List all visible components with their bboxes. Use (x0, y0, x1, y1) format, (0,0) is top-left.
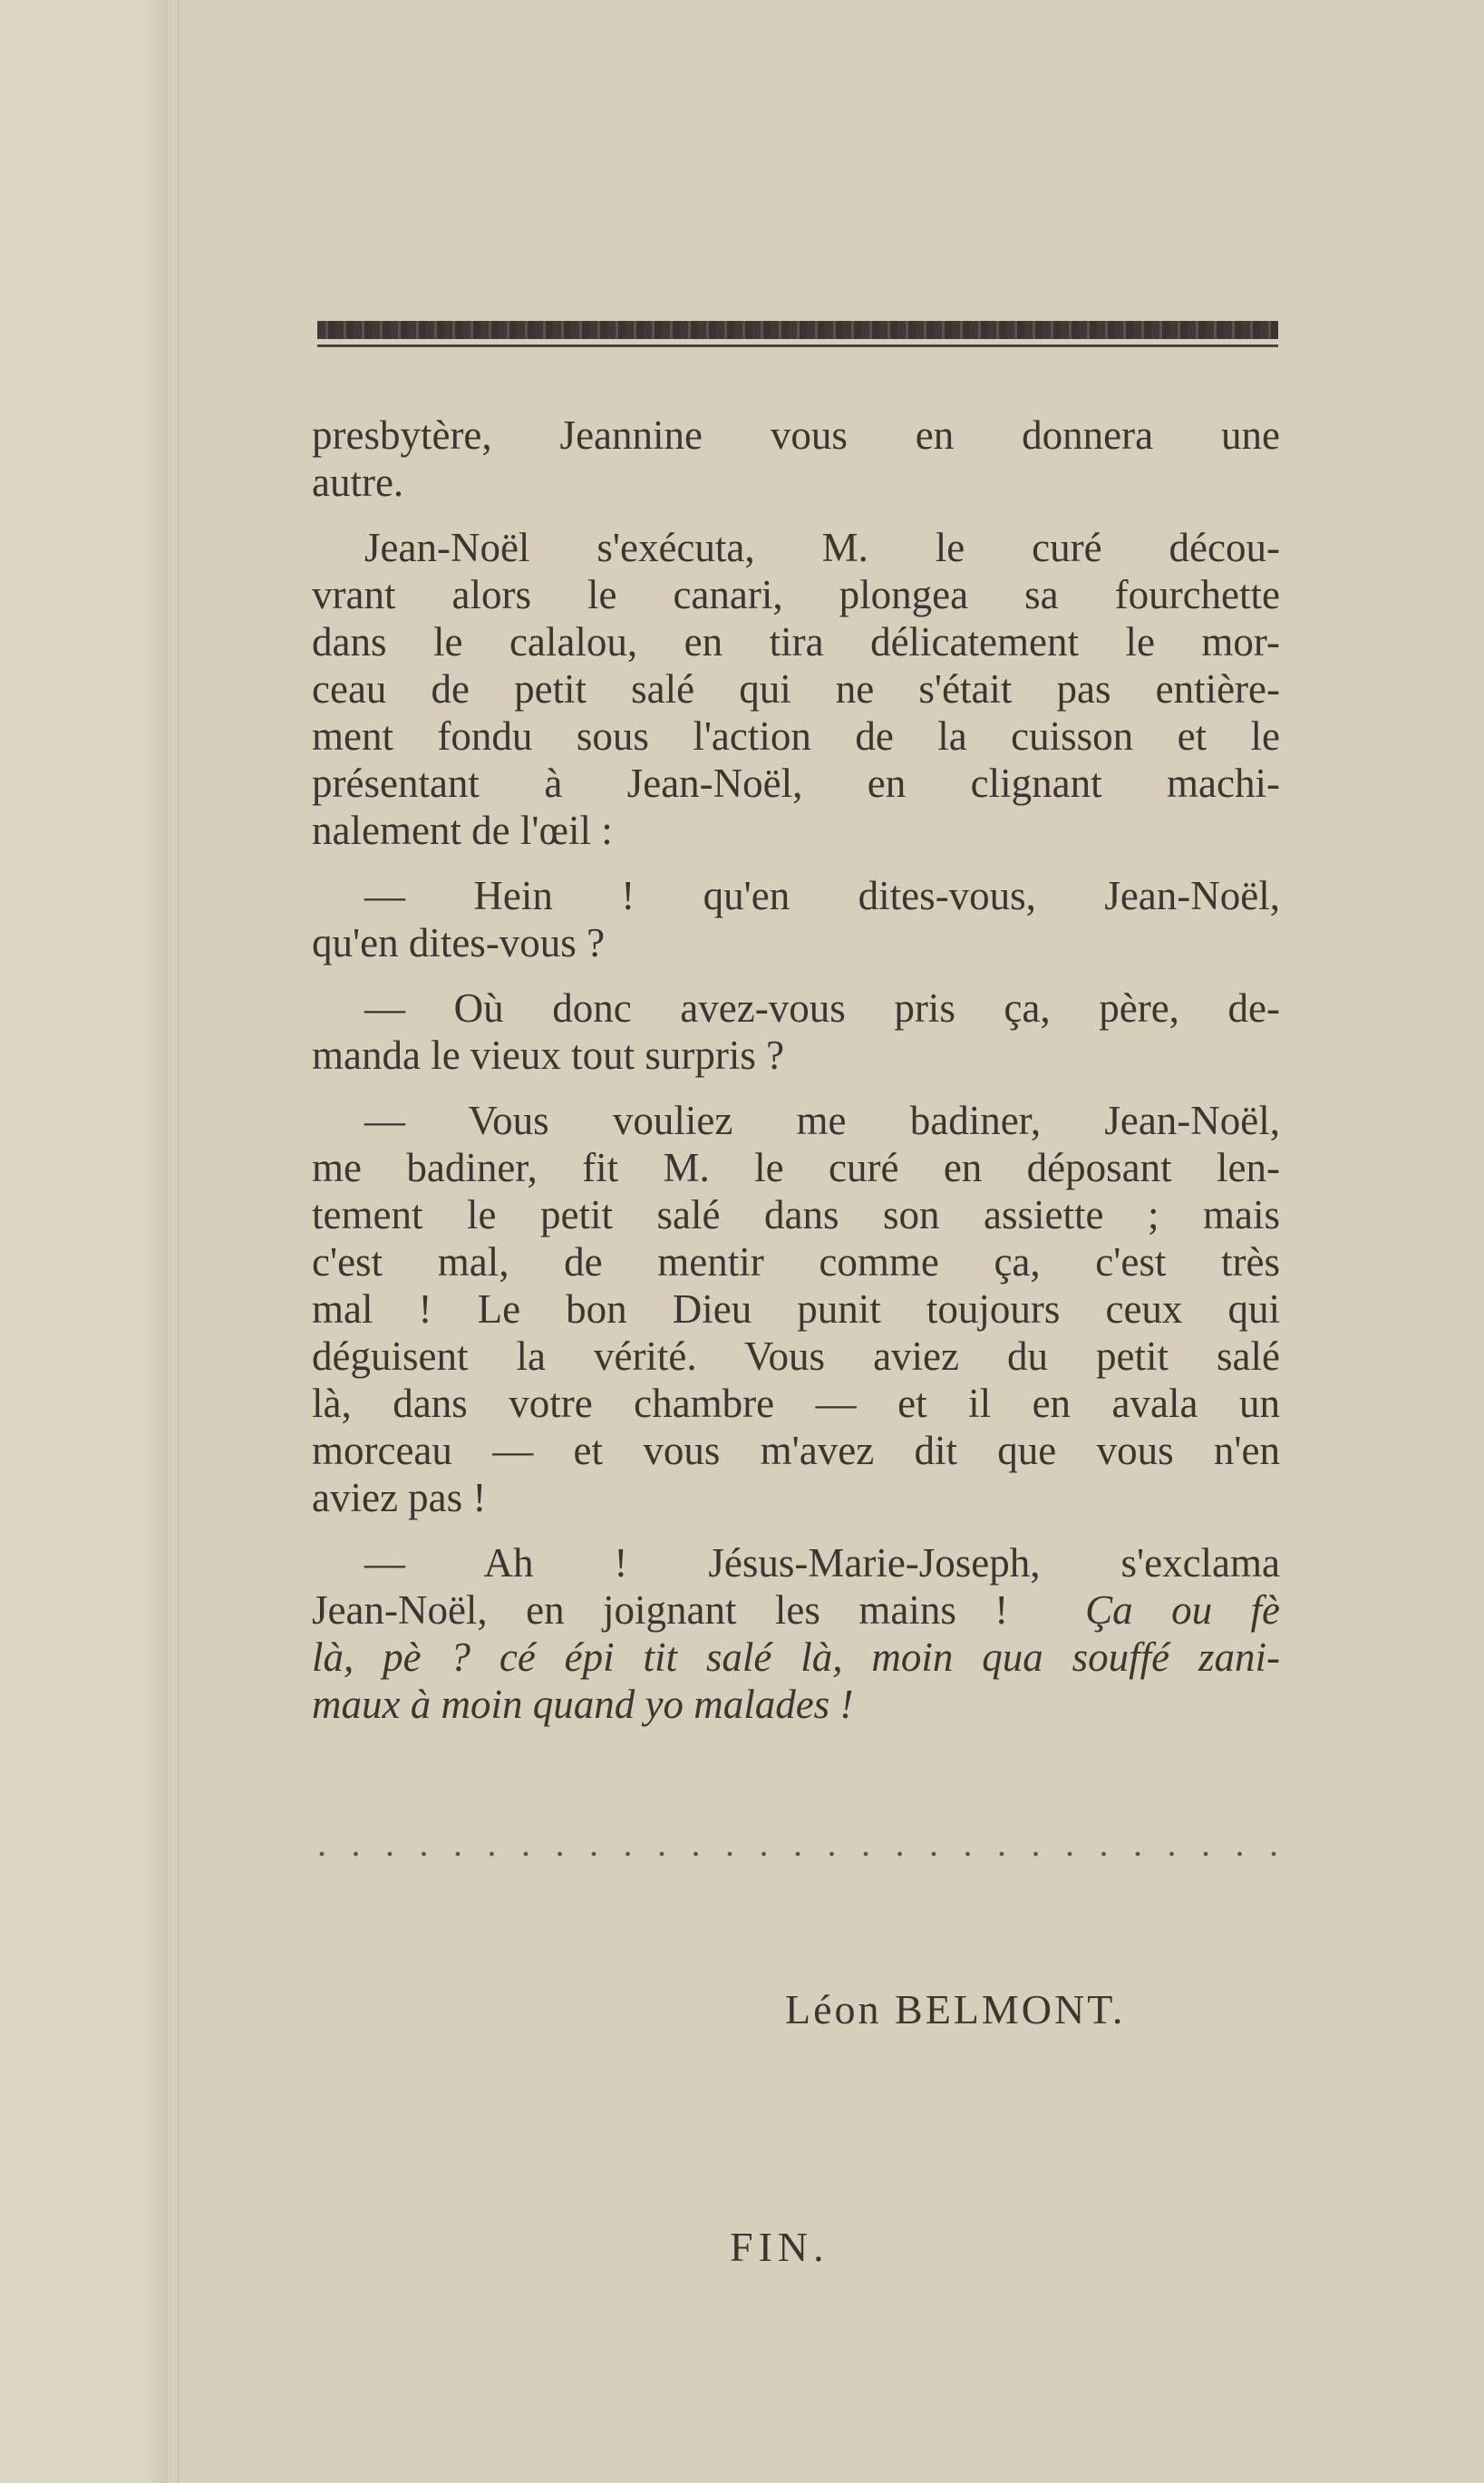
text-line: nalement de l'œil : (312, 808, 613, 853)
author-signature: Léon BELMONT. (785, 1986, 1126, 2032)
text-line: déguisent la vérité. Vous aviez du petit salé (312, 1334, 1280, 1379)
text-line: autre. (312, 460, 404, 505)
text-line: dans le calalou, en tira délicatement le mor- (312, 619, 1280, 664)
text-line (312, 1586, 1280, 1634)
text-line: presbytère, Jeannine vous en donnera une (312, 412, 1280, 458)
text-line: c'est mal, de mentir comme ça, c'est très (312, 1239, 1280, 1285)
text-line: ceau de petit salé qui ne s'était pas entière- (312, 666, 1280, 712)
text-line: morceau — et vous m'avez dit que vous n'en (312, 1428, 1280, 1473)
page-binding-margin (0, 0, 168, 2483)
ornamental-rule-thin (317, 344, 1278, 347)
text-line: — Ah ! Jésus-Marie-Joseph, s'exclama (364, 1540, 1280, 1586)
binding-edge (178, 0, 179, 2483)
text-line: Jean-Noël s'exécuta, M. le curé décou- (364, 525, 1280, 570)
text-line: — Vous vouliez me badiner, Jean-Noël, (364, 1098, 1280, 1143)
text-line: manda le vieux tout surpris ? (312, 1033, 785, 1078)
text-line: ment fondu sous l'action de la cuisson et le (312, 713, 1280, 759)
text-line: là, dans votre chambre — et il en avala un (312, 1381, 1280, 1426)
creole-italic-text: là, pè ? cé épi tit salé là, moin qua souffé zani- (312, 1634, 1280, 1680)
end-mark: FIN. (730, 2224, 829, 2270)
creole-italic-text: Ça ou fè (1085, 1587, 1280, 1633)
text-line: qu'en dites-vous ? (312, 920, 606, 965)
creole-italic-text: maux à moin quand yo malades ! (312, 1682, 854, 1727)
text-line: mal ! Le bon Dieu punit toujours ceux qui (312, 1286, 1280, 1332)
text-line: aviez pas ! (312, 1475, 487, 1520)
text-roman: Jean-Noël, en joignant les mains ! (312, 1587, 1009, 1633)
text-line: — Hein ! qu'en dites-vous, Jean-Noël, (364, 873, 1280, 918)
text-line: tement le petit salé dans son assiette ; mais (312, 1192, 1280, 1237)
text-line: me badiner, fit M. le curé en déposant len- (312, 1145, 1280, 1190)
text-line: vrant alors le canari, plongea sa fourchette (312, 572, 1280, 617)
separator-dots: . . . . . . . . . . . . . . . . . . . . . . . . . . . . . (317, 1823, 1278, 1864)
body-text (312, 412, 1280, 1728)
ornamental-rule (317, 321, 1278, 339)
text-line: — Où donc avez-vous pris ça, père, de- (364, 985, 1280, 1031)
text-line: présentant à Jean-Noël, en clignant machi- (312, 761, 1280, 806)
